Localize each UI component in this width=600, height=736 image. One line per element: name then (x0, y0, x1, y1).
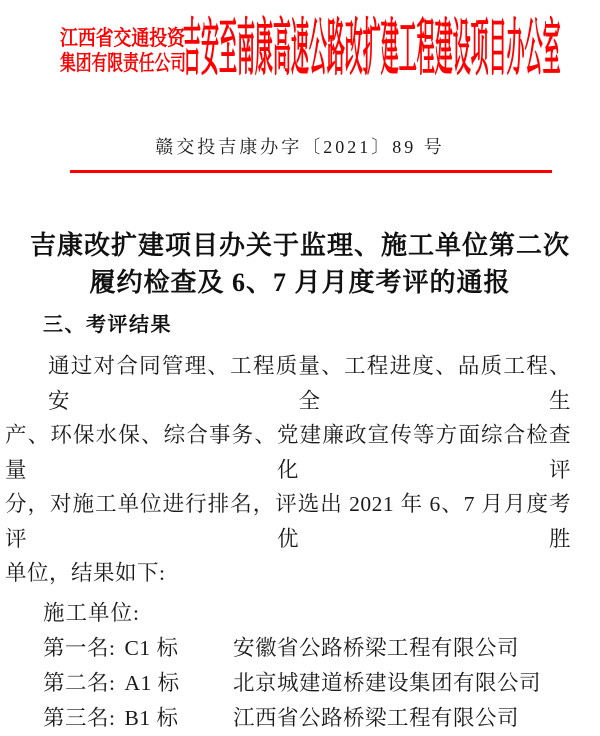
paragraph-line: 单位，结果如下: (5, 561, 166, 585)
rank-bid-group (43, 666, 233, 701)
rank-row (43, 666, 571, 701)
body-paragraph (5, 349, 571, 591)
paragraph-line: 通过对合同管理、工程质量、工程进度、品质工程、安全生 (48, 354, 571, 413)
rank-label: 第三名: (43, 705, 116, 730)
rank-bid-group (43, 701, 233, 736)
section-heading: 三、考评结果 (43, 314, 172, 336)
title-line-1: 吉康改扩建项目办关于监理、施工单位第二次 (29, 231, 570, 260)
rank-label: 第一名: (43, 635, 116, 660)
org-abbrev-line1: 江西省交通投资 (60, 26, 185, 50)
document-body (5, 314, 571, 736)
bid-section-label: B1 标 (124, 705, 179, 730)
paragraph-line: 产、环保水保、综合事务、党建廉政宣传等方面综合检查量化评 (5, 423, 571, 482)
doc-number: 赣交投吉康办字〔2021〕89 号 (155, 137, 445, 157)
bid-section-label: A1 标 (124, 670, 180, 695)
rank-row (43, 701, 571, 736)
rank-bid-group (43, 631, 233, 666)
contractor-list-label: 施工单位: (43, 600, 140, 625)
company-name: 安徽省公路桥梁工程有限公司 (233, 635, 520, 660)
rank-label: 第二名: (43, 670, 116, 695)
company-name: 北京城建道桥建设集团有限公司 (233, 670, 542, 695)
company-name: 江西省公路桥梁工程有限公司 (233, 705, 520, 730)
rank-row (43, 631, 571, 666)
bid-section-label: C1 标 (124, 635, 179, 660)
document-title (0, 227, 600, 301)
paragraph-line: 分，对施工单位进行排名，评选出 2021 年 6、7 月月度考评优胜 (5, 492, 571, 551)
contractor-rank-list (5, 631, 571, 736)
red-divider-line (70, 170, 552, 173)
letterhead-org-main: 吉安至南康高速公路改扩建工程建设项目办公室 (183, 15, 561, 83)
title-line-2: 履约检查及 6、7 月月度考评的通报 (89, 268, 511, 297)
org-abbrev-line2: 集团有限责任公司 (60, 51, 186, 75)
